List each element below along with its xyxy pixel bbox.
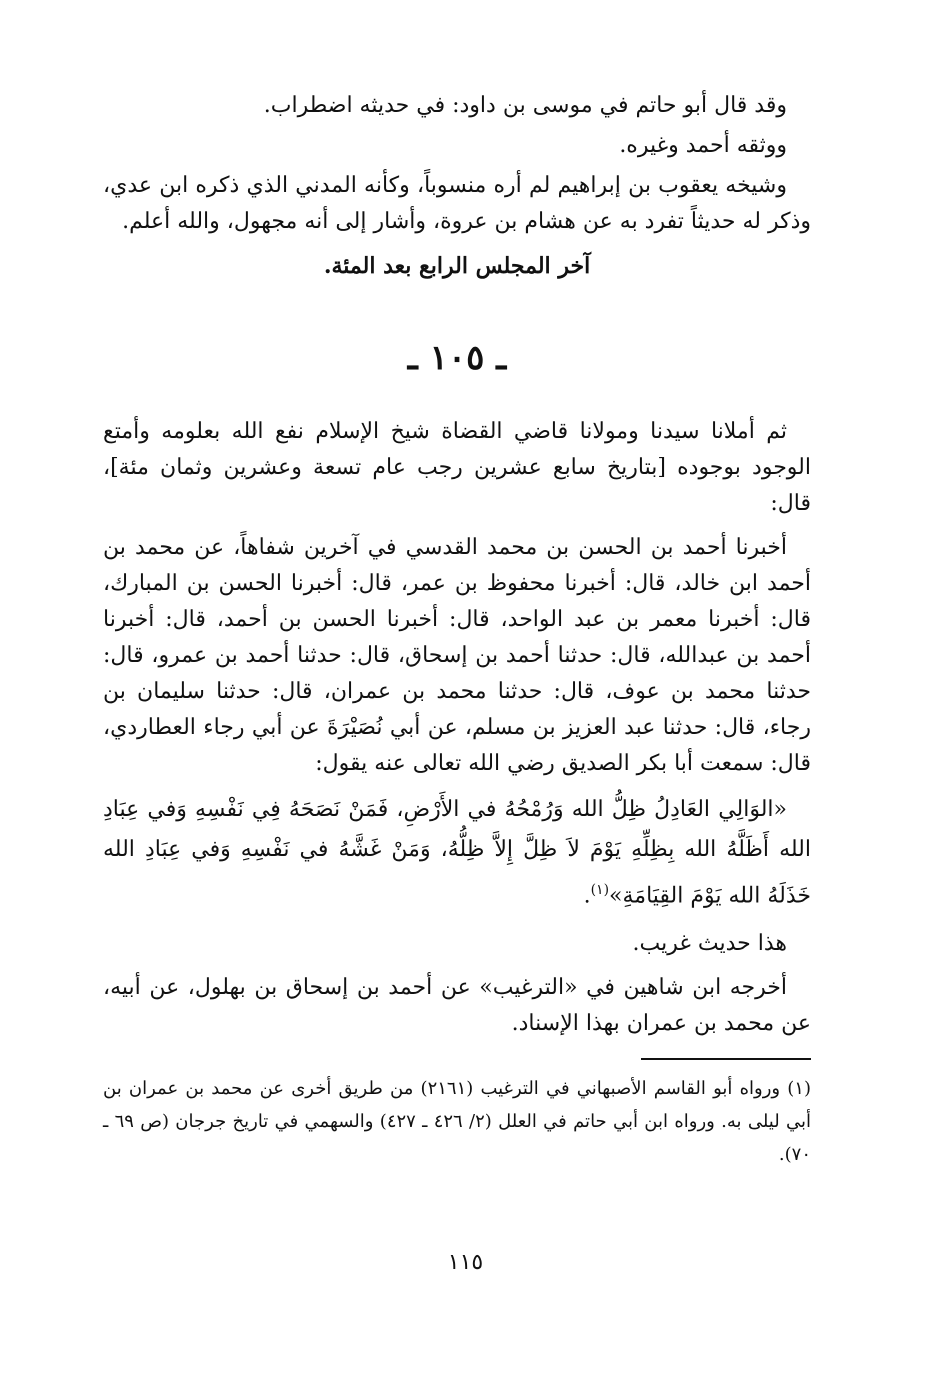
hadith-end-mark: . <box>583 883 591 909</box>
paragraph-isnad: أخبرنا أحمد بن الحسن بن محمد القدسي في آخرين شفاهاً، عن محمد بن أحمد ابن خالد، قال: أخبرنا محفوظ بن عمر، قال: أخبرنا الحسن بن المبارك، قال: أخبرنا معمر بن عبد الواحد، قال: أخبرنا الحسن بن أحمد، قال: أخبرنا أحمد بن عبدالله، قال: حدثنا أحمد بن إسحاق، قال: حدثنا أحمد بن عمرو، قال: حدثنا محمد بن عوف، قال: حدثنا محمد بن عمران، قال: حدثنا سليمان بن رجاء، قال: حدثنا عبد العزيز بن مسلم، عن أبي نُصَيْرَةَ عن أبي رجاء العطاردي، قال: سمعت أبا بكر الصديق رضي الله تعالى عنه يقول: <box>103 535 811 776</box>
footnote-reference[interactable]: (١) <box>590 882 610 898</box>
section-number-heading: ـ ١٠٥ ـ <box>407 338 507 378</box>
paragraph-abu-hatim: وقد قال أبو حاتم في موسى بن داود: في حديثه اضطراب. <box>263 93 787 118</box>
paragraph-grading: هذا حديث غريب. <box>632 931 787 957</box>
footnote-1: (١) ورواه أبو القاسم الأصبهاني في الترغيب (٢١٦١) من طريق أخرى عن محمد بن عمران بن أبي ليلى به. ورواه ابن أبي حاتم في العلل (٢/ ٤٢٦ ـ ٤٢٧) والسهمي في تاريخ جرجان (ص ٦٩ ـ ٧٠). <box>103 1078 812 1166</box>
hadith-body: «الوَالِي العَادِلُ ظِلُّ الله وَرُمْحُهُ في الأَرْضِ، فَمَنْ نَصَحَهُ فِي نَفْسِهِ وَفي عِبَادِ الله أَظَلَّهُ الله بِظِلِّهِ يَوْمَ لاَ ظِلَّ إِلاَّ ظِلُّهُ، وَمَنْ غَشَّهُ في نَفْسِهِ وَفي عِبَادِ الله خَذَلَهُ الله يَوْمَ القِيَامَةِ» <box>103 797 811 909</box>
footnote-separator <box>641 1058 811 1060</box>
paragraph-intro: ثم أملانا سيدنا ومولانا قاضي القضاة شيخ الإسلام نفع الله بعلومه وأمتع الوجود بوجوده [بتاريخ سابع عشرين رجب عام تسعة وعشرين وثمان مئة]، قال: <box>103 419 811 516</box>
session-end-note: آخر المجلس الرابع بعد المئة. <box>323 253 591 279</box>
page-body <box>103 88 811 1171</box>
paragraph-shaykh-yaqub: وشيخه يعقوب بن إبراهيم لم أره منسوباً، وكأنه المدني الذي ذكره ابن عدي، وذكر له حديثاً تفرد به عن هشام بن عروة، وأشار إلى أنه مجهول، والله أعلم. <box>103 173 811 234</box>
hadith-text <box>103 790 811 916</box>
page-number: ١١٥ <box>447 1250 484 1275</box>
paragraph-ahmad-tawthiq: ووثقه أحمد وغيره. <box>619 133 787 158</box>
paragraph-takhrij: أخرجه ابن شاهين في «الترغيب» عن أحمد بن إسحاق بن بهلول، عن أبيه، عن محمد بن عمران بهذا الإسناد. <box>103 975 811 1037</box>
